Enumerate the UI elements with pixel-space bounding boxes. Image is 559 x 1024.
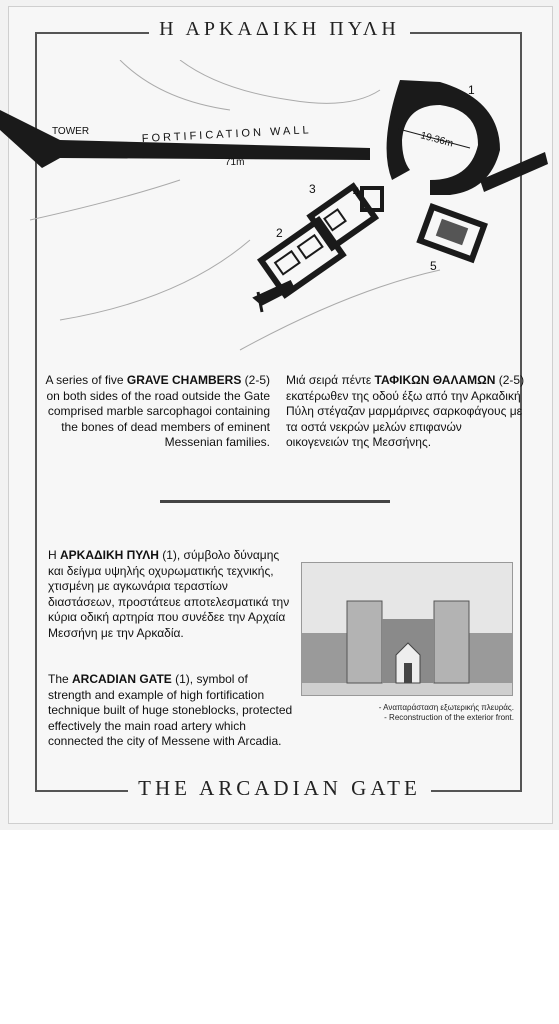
contour-line — [120, 60, 230, 110]
arcadian-gate-english: The ARCADIAN GATE (1), symbol of strength and example of high fortification technique built of huge stoneblocks, protected effectively the main road artery which connected the city of Messene with Arcadia. — [48, 672, 293, 748]
caption-english: - Reconstruction of the exterior front. — [384, 713, 514, 722]
grave-chambers-greek: Μιά σειρά πέντε ΤΑΦΙΚΩΝ ΘΑΛΑΜΩΝ (2-5) εκατέρωθεν της οδού έξω από την Αρκαδική Πύλη στέγαζαν μαρμάρινες σαρκοφάγους με τα οστά νεκρών μελών επιφανών οικογενειών της Μεσσήνης. — [286, 373, 525, 449]
wall-label: FORTIFICATION WALL — [141, 124, 312, 145]
plan-number-5: 5 — [430, 259, 437, 273]
plan-number-1: 1 — [468, 83, 475, 97]
gate-reconstruction-drawing — [301, 562, 513, 696]
grave-chamber-3 — [311, 186, 375, 247]
grave-chamber-2 — [261, 220, 342, 295]
right-wall — [467, 633, 512, 683]
drawing-caption — [300, 703, 514, 723]
sign-title-greek: Η ΑΡΚΑΔΙΚΗ ΠΥΛΗ — [0, 18, 559, 41]
plan-number-4: 4 — [353, 185, 360, 199]
contour-line — [240, 270, 440, 350]
foundation-remains — [255, 282, 293, 312]
right-tower — [434, 601, 469, 683]
plan-number-2: 2 — [276, 226, 283, 240]
arcadian-gate-greek: Η ΑΡΚΑΔΙΚΗ ΠΥΛΗ (1), σύμβολο δύναμης και δείγμα υψηλής οχυρωματικής τεχνικής, χτισμένη με αγκωνάρια τεραστίων διαστάσεων, προστάτευε αποτελεσματικά την κύρια οδική αρτηρία που συνέδεε την Αρχαία Μεσσήνη με την Αρκαδία. — [48, 548, 290, 640]
caption-greek: - Αναπαράσταση εξωτερικής πλευράς. — [378, 703, 514, 712]
tower-label: TOWER — [52, 126, 90, 137]
grave-chamber-5 — [420, 207, 484, 260]
site-plan — [0, 60, 559, 360]
plan-number-3: 3 — [309, 182, 316, 196]
left-wall — [302, 633, 347, 683]
contour-line — [180, 60, 380, 103]
contour-line — [30, 180, 180, 220]
gate-marker — [450, 93, 458, 101]
sign-title-english: THE ARCADIAN GATE — [0, 776, 559, 801]
left-tower — [347, 601, 382, 683]
diameter-label: 19.36m — [419, 130, 455, 150]
doorway — [404, 663, 412, 683]
wall-length-label: 71m — [225, 157, 245, 168]
grave-chambers-english: A series of five GRAVE CHAMBERS (2-5) on both sides of the road outside the Gate comprised marble sarcophagoi containing the bones of dead members of eminent Messenian families. — [45, 373, 270, 449]
section-divider — [160, 500, 390, 503]
contour-line — [60, 240, 250, 320]
